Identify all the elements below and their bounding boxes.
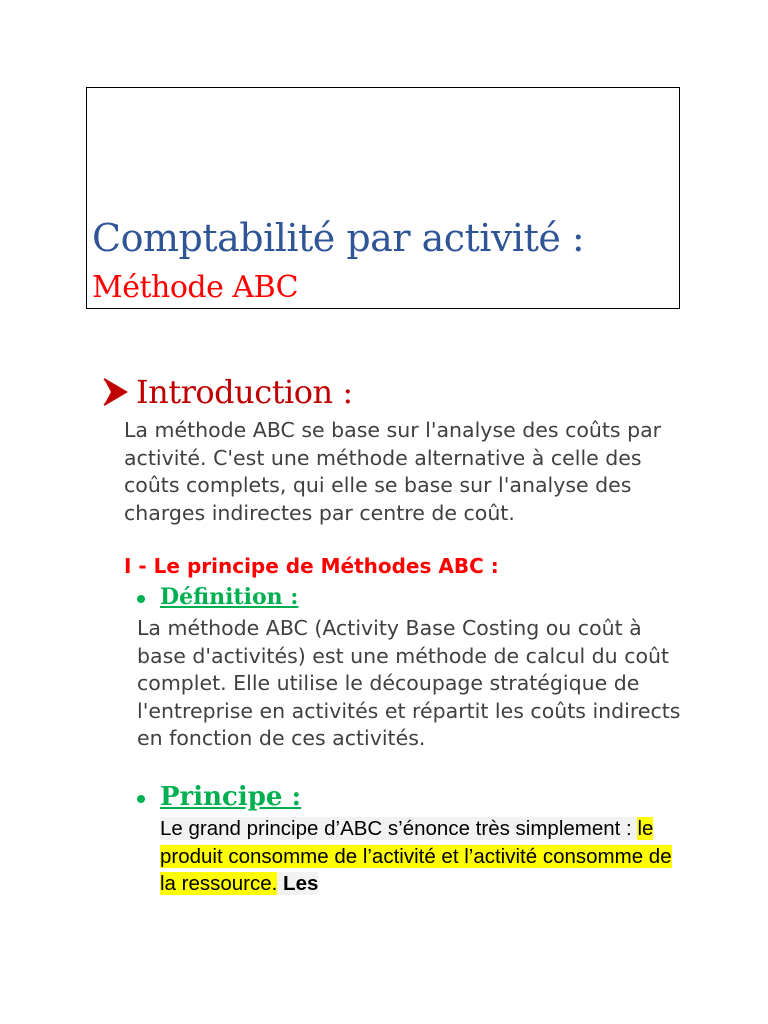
introduction-paragraph: La méthode ABC se base sur l'analyse des coûts par activité. C'est une méthode alternative à celle des coûts complets, qui elle se base sur l'analyse des charges indirectes par centre de coût. bbox=[124, 418, 662, 525]
document-subtitle: Méthode ABC bbox=[92, 270, 299, 305]
principe-text-end: Les bbox=[277, 872, 319, 895]
introduction-heading-text: Introduction : bbox=[136, 373, 353, 411]
principe-heading: Principe : bbox=[160, 782, 302, 812]
title-box bbox=[86, 87, 680, 309]
introduction-heading bbox=[102, 373, 353, 411]
bullet-dot-icon bbox=[137, 795, 145, 803]
document-title: Comptabilité par activité : bbox=[92, 216, 585, 260]
definition-heading: Définition : bbox=[160, 584, 299, 610]
principe-highlight: le produit consomme de l’activité et l’activité consomme de la ressource. bbox=[160, 817, 672, 895]
principe-text-start: Le grand principe d’ABC s’énonce très simplement : bbox=[160, 817, 638, 840]
principe-paragraph bbox=[160, 815, 680, 898]
bullet-dot-icon bbox=[137, 595, 145, 603]
definition-paragraph: La méthode ABC (Activity Base Costing ou coût à base d'activités) est une méthode de calcul du coût complet. Elle utilise le découpage stratégique de l'entreprise en activités et répartit les coûts indirects en fonction de ces activités. bbox=[137, 616, 681, 750]
section-title: I - Le principe de Méthodes ABC : bbox=[124, 554, 499, 578]
arrow-bullet-icon bbox=[102, 377, 128, 407]
